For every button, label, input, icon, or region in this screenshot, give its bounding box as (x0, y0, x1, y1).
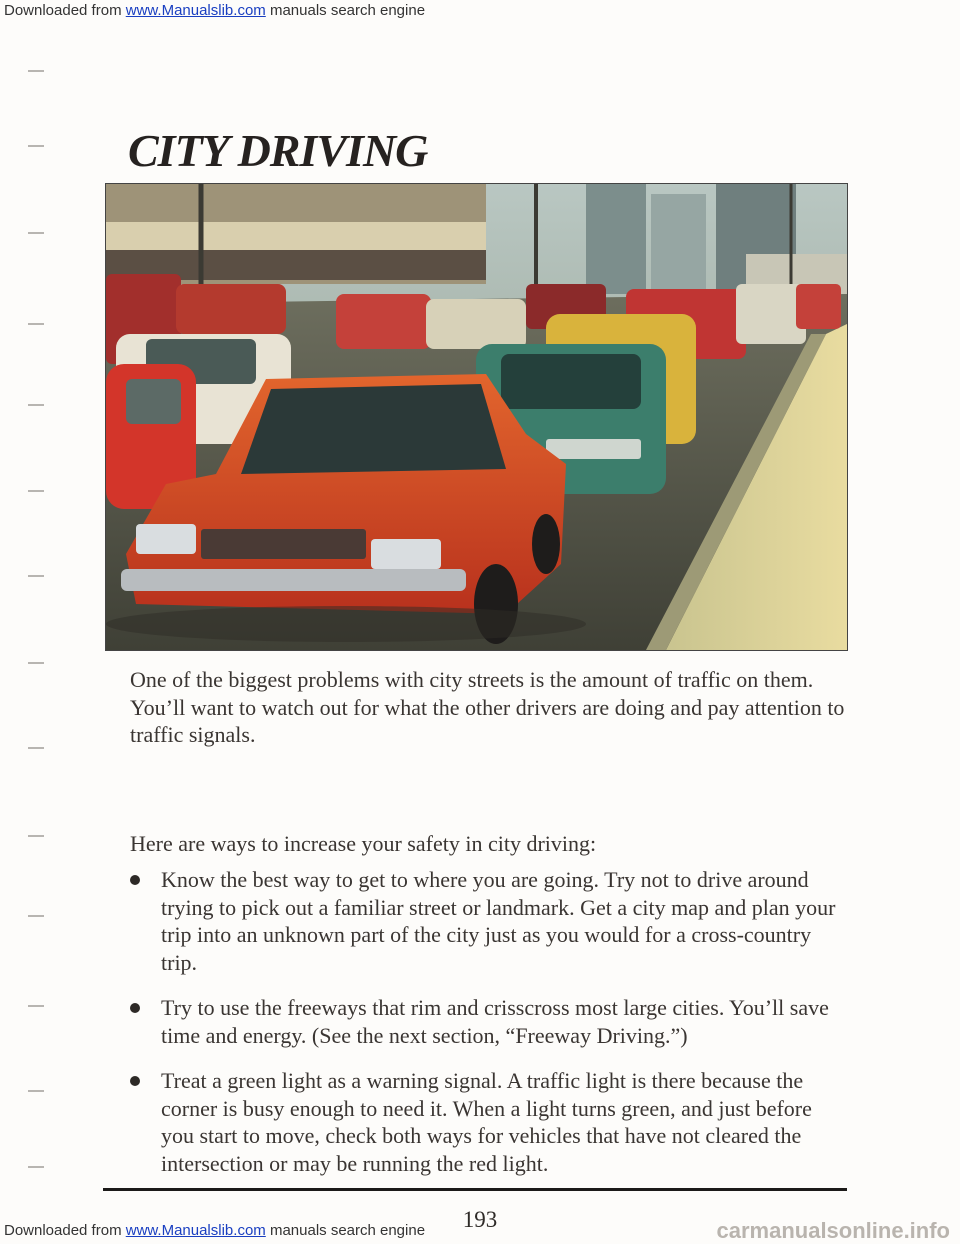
list-item: Try to use the freeways that rim and crisscross most large cities. You’ll save time and energy. (See the next section, “Freeway Driving.”) (130, 994, 850, 1049)
site-watermark: carmanualsonline.info (716, 1218, 950, 1243)
manualslib-link[interactable]: www.Manualslib.com (125, 1222, 266, 1239)
illustration-canvas (106, 184, 847, 650)
margin-tick (28, 323, 44, 325)
manualslib-link[interactable]: www.Manualslib.com (125, 2, 266, 19)
margin-tick (28, 1166, 44, 1168)
safety-tips-list (130, 866, 850, 1195)
list-item: Treat a green light as a warning signal. A traffic light is there because the corner is busy enough to need it. When a light turns green, and just before you start to move, check both ways for vehicles that have not cleared the intersection or may be running the red light. (130, 1067, 850, 1177)
margin-tick (28, 747, 44, 749)
bullet-icon (130, 1076, 140, 1086)
margin-tick (28, 915, 44, 917)
city-traffic-illustration (105, 183, 848, 651)
margin-tick (28, 404, 44, 406)
page-number: 193 (462, 1207, 498, 1232)
footer-rule (103, 1188, 847, 1191)
bullet-icon (130, 875, 140, 885)
margin-tick (28, 232, 44, 234)
page-title: CITY DRIVING (128, 125, 428, 176)
lead-in-paragraph: Here are ways to increase your safety in city driving: (130, 831, 597, 856)
watermark-bottom: Downloaded from www.Manualslib.com manuals search engine (4, 1222, 426, 1239)
margin-tick (28, 145, 44, 147)
bullet-icon (130, 1003, 140, 1013)
intro-paragraph: One of the biggest problems with city streets is the amount of traffic on them. You’ll want to watch out for what the other drivers are doing and pay attention to traffic signals. (130, 667, 845, 747)
margin-tick (28, 1090, 44, 1092)
margin-tick (28, 70, 44, 72)
margin-tick (28, 575, 44, 577)
margin-tick (28, 490, 44, 492)
margin-tick (28, 835, 44, 837)
margin-tick (28, 1005, 44, 1007)
watermark-top: Downloaded from www.Manualslib.com manuals search engine (4, 2, 426, 19)
margin-tick (28, 662, 44, 664)
list-item: Know the best way to get to where you are going. Try not to drive around trying to pick out a familiar street or landmark. Get a city map and plan your trip into an unknown part of the city just as you would for a cross-country trip. (130, 866, 850, 976)
